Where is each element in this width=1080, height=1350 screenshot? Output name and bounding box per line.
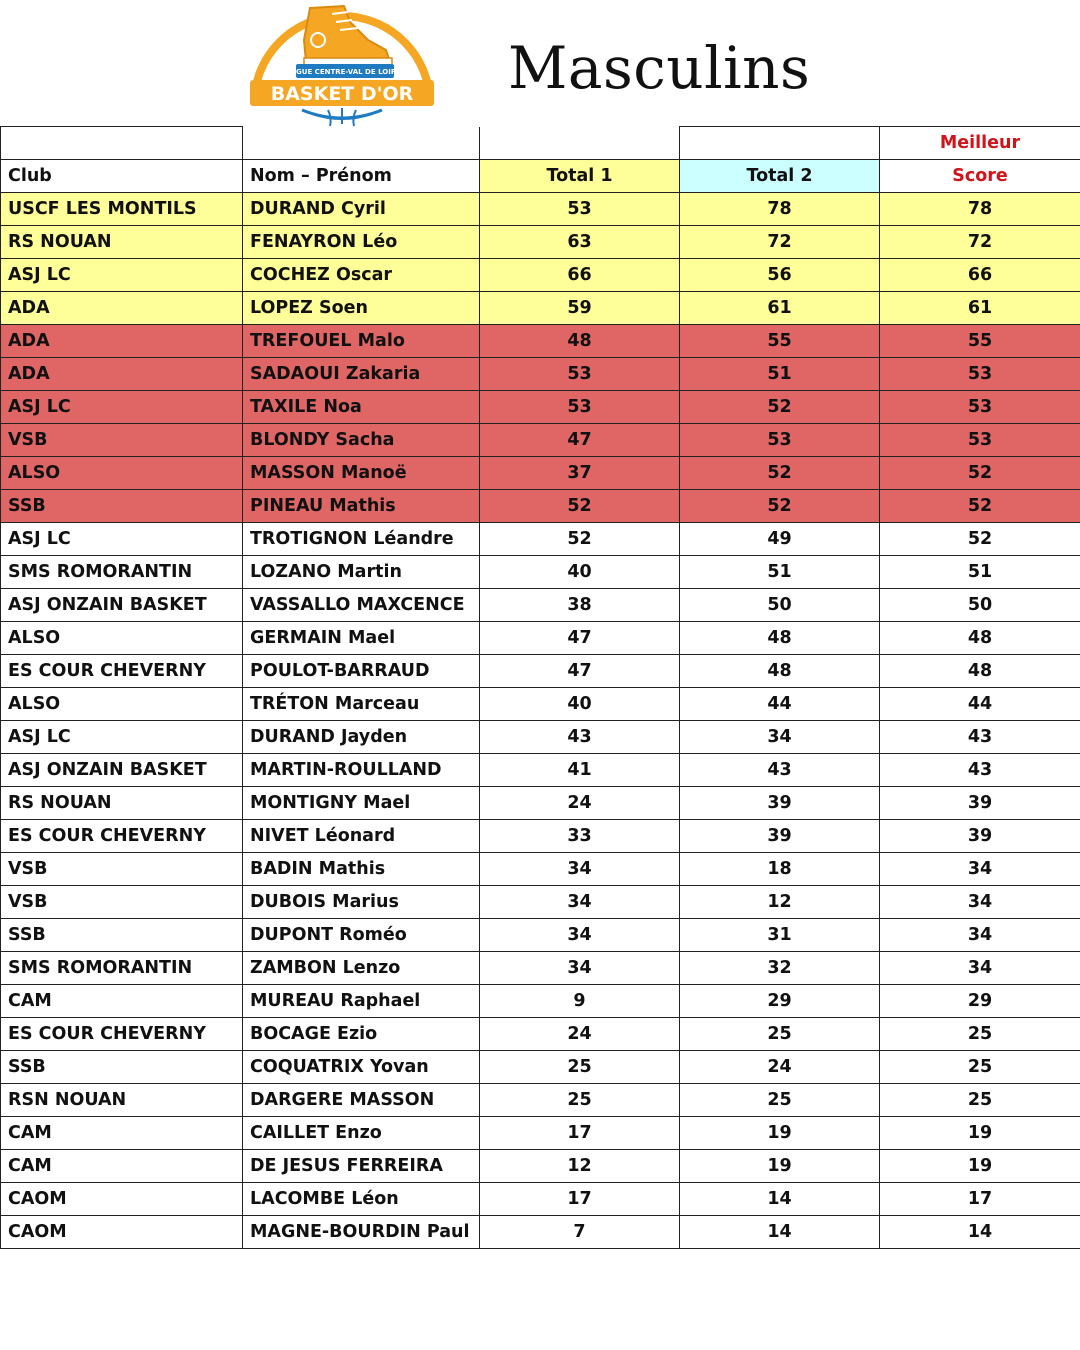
cell-total1: 25 bbox=[480, 1084, 680, 1117]
cell-club: USCF LES MONTILS bbox=[1, 193, 243, 226]
table-row bbox=[1, 391, 1080, 424]
cell-total2: 31 bbox=[680, 919, 880, 952]
table-row bbox=[1, 952, 1080, 985]
cell-total2: 25 bbox=[680, 1084, 880, 1117]
logo-subtitle-text: LIGUE CENTRE-VAL DE LOIRE bbox=[288, 68, 402, 76]
header-name: Nom – Prénom bbox=[243, 160, 480, 193]
cell-total1: 40 bbox=[480, 688, 680, 721]
cell-total2: 51 bbox=[680, 556, 880, 589]
cell-best-score: 19 bbox=[880, 1150, 1080, 1183]
table-row bbox=[1, 358, 1080, 391]
table-row bbox=[1, 193, 1080, 226]
cell-total2: 24 bbox=[680, 1051, 880, 1084]
cell-total2: 25 bbox=[680, 1018, 880, 1051]
cell-total1: 47 bbox=[480, 655, 680, 688]
cell-club: ALSO bbox=[1, 457, 243, 490]
cell-best-score: 34 bbox=[880, 886, 1080, 919]
cell-total2: 50 bbox=[680, 589, 880, 622]
cell-best-score: 48 bbox=[880, 655, 1080, 688]
header-best-score-line1: Meilleur bbox=[880, 127, 1080, 160]
cell-total1: 53 bbox=[480, 358, 680, 391]
cell-club: ASJ LC bbox=[1, 259, 243, 292]
cell-total2: 44 bbox=[680, 688, 880, 721]
cell-total2: 12 bbox=[680, 886, 880, 919]
table-row bbox=[1, 325, 1080, 358]
cell-name: MARTIN-ROULLAND bbox=[243, 754, 480, 787]
cell-total1: 24 bbox=[480, 1018, 680, 1051]
cell-total2: 61 bbox=[680, 292, 880, 325]
cell-name: BLONDY Sacha bbox=[243, 424, 480, 457]
cell-name: DUBOIS Marius bbox=[243, 886, 480, 919]
cell-best-score: 51 bbox=[880, 556, 1080, 589]
table-row bbox=[1, 424, 1080, 457]
cell-name: TAXILE Noa bbox=[243, 391, 480, 424]
cell-club: CAM bbox=[1, 1117, 243, 1150]
table-row bbox=[1, 622, 1080, 655]
cell-club: ALSO bbox=[1, 622, 243, 655]
cell-club: CAM bbox=[1, 985, 243, 1018]
cell-best-score: 53 bbox=[880, 358, 1080, 391]
cell-name: LACOMBE Léon bbox=[243, 1183, 480, 1216]
cell-total1: 40 bbox=[480, 556, 680, 589]
cell-total1: 12 bbox=[480, 1150, 680, 1183]
table-row bbox=[1, 1084, 1080, 1117]
cell-name: BOCAGE Ezio bbox=[243, 1018, 480, 1051]
cell-total1: 43 bbox=[480, 721, 680, 754]
cell-total2: 32 bbox=[680, 952, 880, 985]
table-row bbox=[1, 688, 1080, 721]
cell-name: TROTIGNON Léandre bbox=[243, 523, 480, 556]
cell-club: SSB bbox=[1, 1051, 243, 1084]
cell-total1: 47 bbox=[480, 424, 680, 457]
cell-best-score: 61 bbox=[880, 292, 1080, 325]
cell-total2: 48 bbox=[680, 622, 880, 655]
cell-club: CAOM bbox=[1, 1183, 243, 1216]
cell-name: VASSALLO MAXCENCE bbox=[243, 589, 480, 622]
cell-best-score: 14 bbox=[880, 1216, 1080, 1249]
table-row bbox=[1, 523, 1080, 556]
cell-total2: 39 bbox=[680, 787, 880, 820]
header-total2: Total 2 bbox=[680, 160, 880, 193]
cell-club: RS NOUAN bbox=[1, 226, 243, 259]
header-blank-cell bbox=[243, 127, 480, 160]
cell-name: PINEAU Mathis bbox=[243, 490, 480, 523]
table-row bbox=[1, 787, 1080, 820]
cell-total1: 47 bbox=[480, 622, 680, 655]
cell-club: ADA bbox=[1, 358, 243, 391]
cell-best-score: 34 bbox=[880, 853, 1080, 886]
header-total1: Total 1 bbox=[480, 160, 680, 193]
table-row bbox=[1, 226, 1080, 259]
cell-total2: 51 bbox=[680, 358, 880, 391]
cell-total1: 33 bbox=[480, 820, 680, 853]
table-row bbox=[1, 919, 1080, 952]
header-row bbox=[1, 160, 1080, 193]
cell-total1: 38 bbox=[480, 589, 680, 622]
cell-club: ES COUR CHEVERNY bbox=[1, 1018, 243, 1051]
cell-total1: 53 bbox=[480, 391, 680, 424]
cell-name: NIVET Léonard bbox=[243, 820, 480, 853]
cell-club: RS NOUAN bbox=[1, 787, 243, 820]
table-row bbox=[1, 1018, 1080, 1051]
cell-club: ASJ LC bbox=[1, 523, 243, 556]
cell-name: COCHEZ Oscar bbox=[243, 259, 480, 292]
cell-best-score: 34 bbox=[880, 919, 1080, 952]
cell-best-score: 52 bbox=[880, 490, 1080, 523]
cell-total2: 78 bbox=[680, 193, 880, 226]
cell-total2: 43 bbox=[680, 754, 880, 787]
cell-total1: 17 bbox=[480, 1183, 680, 1216]
cell-best-score: 50 bbox=[880, 589, 1080, 622]
cell-total1: 34 bbox=[480, 853, 680, 886]
cell-total1: 7 bbox=[480, 1216, 680, 1249]
cell-total1: 63 bbox=[480, 226, 680, 259]
cell-total2: 52 bbox=[680, 457, 880, 490]
table-row bbox=[1, 556, 1080, 589]
cell-best-score: 43 bbox=[880, 754, 1080, 787]
cell-total1: 24 bbox=[480, 787, 680, 820]
cell-club: VSB bbox=[1, 853, 243, 886]
cell-name: ZAMBON Lenzo bbox=[243, 952, 480, 985]
cell-club: ADA bbox=[1, 292, 243, 325]
cell-club: ASJ LC bbox=[1, 391, 243, 424]
cell-club: ES COUR CHEVERNY bbox=[1, 820, 243, 853]
cell-total1: 34 bbox=[480, 886, 680, 919]
cell-total1: 59 bbox=[480, 292, 680, 325]
cell-name: MAGNE-BOURDIN Paul bbox=[243, 1216, 480, 1249]
basket-dor-logo bbox=[248, 0, 436, 128]
cell-best-score: 52 bbox=[880, 457, 1080, 490]
table-row bbox=[1, 820, 1080, 853]
logo-title-text: BASKET D'OR bbox=[270, 83, 414, 105]
cell-total1: 52 bbox=[480, 490, 680, 523]
cell-name: CAILLET Enzo bbox=[243, 1117, 480, 1150]
header-blank-cell bbox=[1, 127, 243, 160]
cell-total1: 34 bbox=[480, 919, 680, 952]
cell-name: DURAND Jayden bbox=[243, 721, 480, 754]
cell-total2: 34 bbox=[680, 721, 880, 754]
cell-total2: 18 bbox=[680, 853, 880, 886]
table-row bbox=[1, 1216, 1080, 1249]
table-row bbox=[1, 457, 1080, 490]
cell-total1: 52 bbox=[480, 523, 680, 556]
cell-club: ASJ ONZAIN BASKET bbox=[1, 589, 243, 622]
table-row bbox=[1, 490, 1080, 523]
cell-name: TREFOUEL Malo bbox=[243, 325, 480, 358]
cell-name: LOZANO Martin bbox=[243, 556, 480, 589]
cell-total2: 55 bbox=[680, 325, 880, 358]
cell-name: DE JESUS FERREIRA bbox=[243, 1150, 480, 1183]
table-row bbox=[1, 1051, 1080, 1084]
table-row bbox=[1, 1183, 1080, 1216]
cell-club: ALSO bbox=[1, 688, 243, 721]
cell-club: ES COUR CHEVERNY bbox=[1, 655, 243, 688]
cell-best-score: 19 bbox=[880, 1117, 1080, 1150]
cell-club: ASJ ONZAIN BASKET bbox=[1, 754, 243, 787]
cell-name: MONTIGNY Mael bbox=[243, 787, 480, 820]
cell-best-score: 29 bbox=[880, 985, 1080, 1018]
cell-total2: 72 bbox=[680, 226, 880, 259]
table-row bbox=[1, 754, 1080, 787]
cell-best-score: 48 bbox=[880, 622, 1080, 655]
table-row bbox=[1, 985, 1080, 1018]
cell-total2: 56 bbox=[680, 259, 880, 292]
cell-total1: 37 bbox=[480, 457, 680, 490]
cell-best-score: 39 bbox=[880, 787, 1080, 820]
cell-best-score: 52 bbox=[880, 523, 1080, 556]
table-row bbox=[1, 721, 1080, 754]
cell-club: SMS ROMORANTIN bbox=[1, 952, 243, 985]
cell-name: COQUATRIX Yovan bbox=[243, 1051, 480, 1084]
cell-best-score: 53 bbox=[880, 424, 1080, 457]
table-row bbox=[1, 886, 1080, 919]
cell-total1: 34 bbox=[480, 952, 680, 985]
table-row bbox=[1, 655, 1080, 688]
cell-best-score: 44 bbox=[880, 688, 1080, 721]
cell-name: DARGERE MASSON bbox=[243, 1084, 480, 1117]
cell-total1: 9 bbox=[480, 985, 680, 1018]
cell-club: SSB bbox=[1, 919, 243, 952]
cell-total2: 39 bbox=[680, 820, 880, 853]
cell-total2: 14 bbox=[680, 1216, 880, 1249]
table-row bbox=[1, 1150, 1080, 1183]
cell-best-score: 25 bbox=[880, 1051, 1080, 1084]
cell-total2: 19 bbox=[680, 1150, 880, 1183]
cell-club: ADA bbox=[1, 325, 243, 358]
cell-best-score: 39 bbox=[880, 820, 1080, 853]
cell-name: TRÉTON Marceau bbox=[243, 688, 480, 721]
cell-name: GERMAIN Mael bbox=[243, 622, 480, 655]
page-title: Masculins bbox=[508, 34, 811, 102]
header-best-score-line2: Score bbox=[880, 160, 1080, 193]
cell-total2: 52 bbox=[680, 490, 880, 523]
cell-club: VSB bbox=[1, 886, 243, 919]
cell-best-score: 53 bbox=[880, 391, 1080, 424]
cell-total1: 17 bbox=[480, 1117, 680, 1150]
header-club: Club bbox=[1, 160, 243, 193]
cell-name: MASSON Manoë bbox=[243, 457, 480, 490]
cell-total2: 48 bbox=[680, 655, 880, 688]
table-row bbox=[1, 259, 1080, 292]
cell-total2: 53 bbox=[680, 424, 880, 457]
cell-club: CAOM bbox=[1, 1216, 243, 1249]
cell-club: ASJ LC bbox=[1, 721, 243, 754]
cell-best-score: 25 bbox=[880, 1084, 1080, 1117]
cell-total2: 19 bbox=[680, 1117, 880, 1150]
cell-best-score: 17 bbox=[880, 1183, 1080, 1216]
header-blank-cell bbox=[480, 127, 680, 160]
cell-name: FENAYRON Léo bbox=[243, 226, 480, 259]
header-blank-cell bbox=[680, 127, 880, 160]
cell-name: DURAND Cyril bbox=[243, 193, 480, 226]
cell-club: SMS ROMORANTIN bbox=[1, 556, 243, 589]
cell-best-score: 34 bbox=[880, 952, 1080, 985]
cell-name: SADAOUI Zakaria bbox=[243, 358, 480, 391]
cell-best-score: 43 bbox=[880, 721, 1080, 754]
cell-total1: 48 bbox=[480, 325, 680, 358]
cell-best-score: 78 bbox=[880, 193, 1080, 226]
header-row-top bbox=[1, 127, 1080, 160]
cell-best-score: 25 bbox=[880, 1018, 1080, 1051]
cell-name: BADIN Mathis bbox=[243, 853, 480, 886]
cell-total1: 41 bbox=[480, 754, 680, 787]
cell-name: POULOT-BARRAUD bbox=[243, 655, 480, 688]
cell-name: LOPEZ Soen bbox=[243, 292, 480, 325]
cell-club: CAM bbox=[1, 1150, 243, 1183]
cell-club: RSN NOUAN bbox=[1, 1084, 243, 1117]
cell-total2: 29 bbox=[680, 985, 880, 1018]
cell-total1: 66 bbox=[480, 259, 680, 292]
cell-best-score: 55 bbox=[880, 325, 1080, 358]
cell-club: VSB bbox=[1, 424, 243, 457]
cell-club: SSB bbox=[1, 490, 243, 523]
cell-name: MUREAU Raphael bbox=[243, 985, 480, 1018]
table-row bbox=[1, 589, 1080, 622]
cell-total2: 49 bbox=[680, 523, 880, 556]
cell-best-score: 66 bbox=[880, 259, 1080, 292]
cell-name: DUPONT Roméo bbox=[243, 919, 480, 952]
table-row bbox=[1, 853, 1080, 886]
table-row bbox=[1, 292, 1080, 325]
cell-total1: 25 bbox=[480, 1051, 680, 1084]
cell-total2: 52 bbox=[680, 391, 880, 424]
cell-best-score: 72 bbox=[880, 226, 1080, 259]
results-table bbox=[0, 126, 1080, 1249]
cell-total1: 53 bbox=[480, 193, 680, 226]
cell-total2: 14 bbox=[680, 1183, 880, 1216]
table-row bbox=[1, 1117, 1080, 1150]
